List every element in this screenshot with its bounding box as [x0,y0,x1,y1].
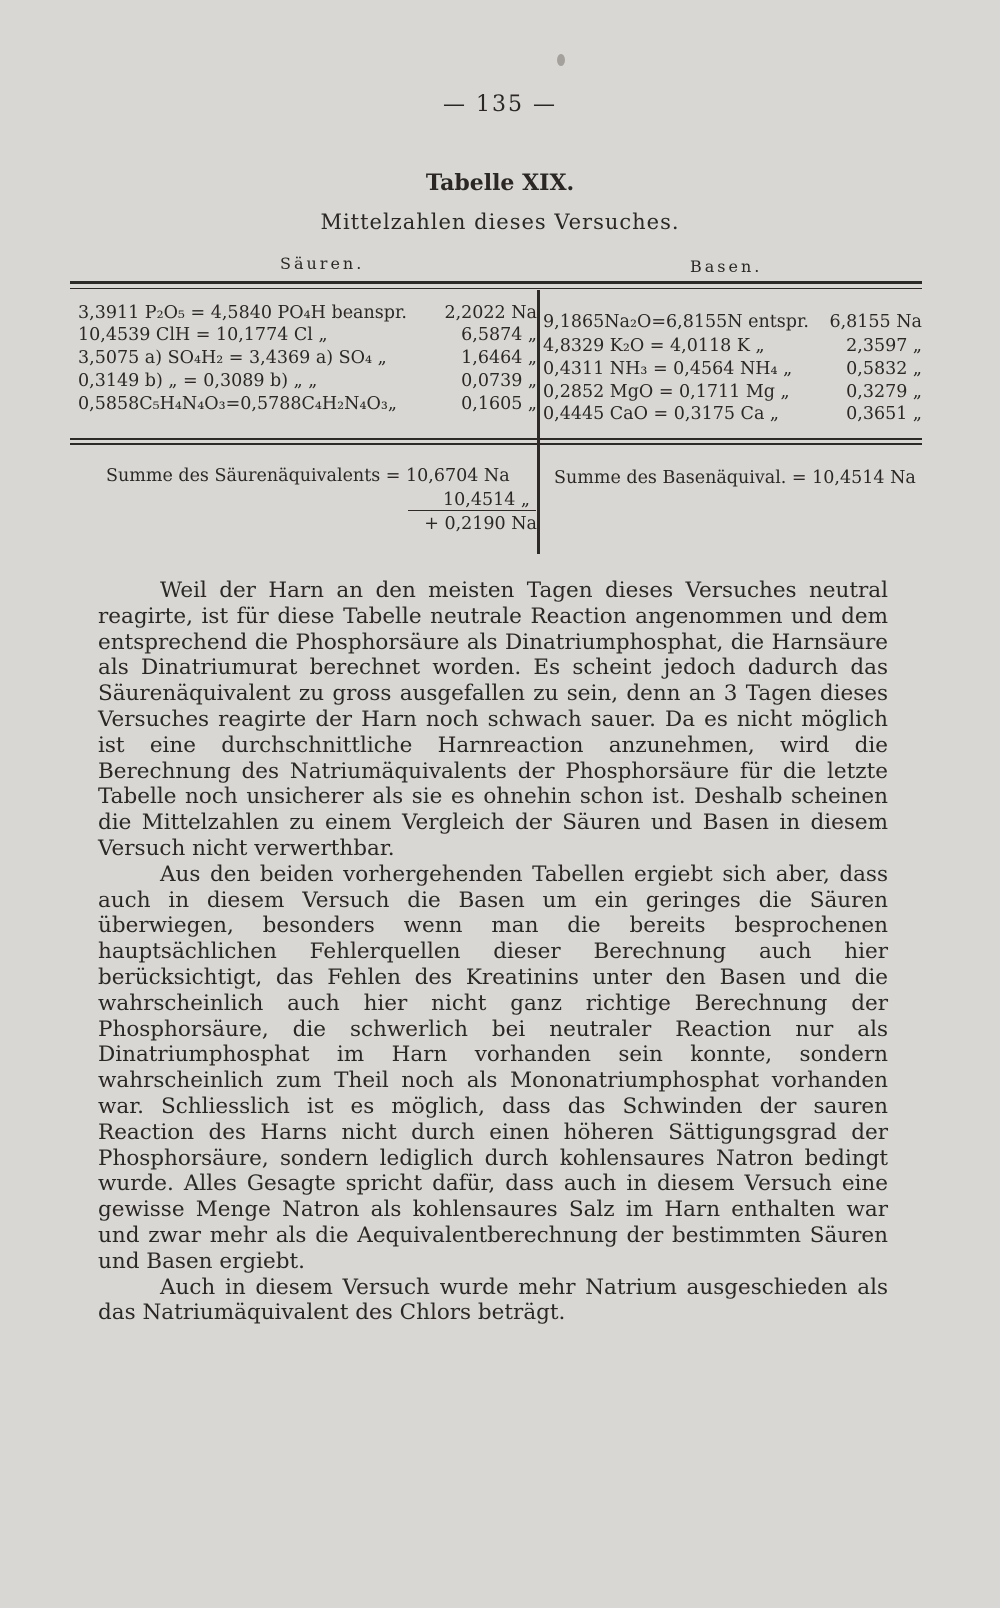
base-row-5: 0,4445 CaO = 0,3175 Ca „ [543,404,780,424]
base-row-2: 4,8329 K₂O = 4,0118 K „ [543,336,765,356]
acid-value-3: 1,6464 „ [461,348,537,368]
paragraph-3: Auch in diesem Versuch wurde mehr Natrium ausgeschieden als das Natriumäquivalent des Chlors beträgt. [98,1274,888,1326]
table-title: Tabelle XIX. [425,170,575,196]
acid-value-2: 6,5874 „ [461,325,537,345]
acid-sum-sub: 10,4514 „ [443,490,530,510]
acid-row-1: 3,3911 P₂O₅ = 4,5840 PO₄H beanspr. [78,303,407,323]
table-top-rule [70,281,922,284]
base-value-4: 0,3279 „ [846,382,922,402]
base-value-3: 0,5832 „ [846,359,922,379]
acid-value-5: 0,1605 „ [461,394,537,414]
table-bottom-rule [70,438,922,440]
base-value-2: 2,3597 „ [846,336,922,356]
page-number: — 135 — [443,92,557,117]
column-divider [537,290,540,554]
acid-row-3: 3,5075 a) SO₄H₂ = 3,4369 a) SO₄ „ [78,348,387,368]
base-row-3: 0,4311 NH₃ = 0,4564 NH₄ „ [543,359,793,379]
table-subtitle: Mittelzahlen dieses Versuches. [320,210,680,234]
acids-header: Säuren. [280,254,365,273]
table-top-rule-thin [70,288,922,289]
base-sum: Summe des Basenäquival. = 10,4514 Na [554,468,916,488]
base-value-1: 6,8155 Na [829,312,922,332]
acid-sum: Summe des Säurenäquivalents = 10,6704 Na [106,466,510,486]
base-row-1: 9,1865Na₂O=6,8155N entspr. [543,312,809,332]
bases-header: Basen. [690,257,763,276]
acid-row-2: 10,4539 ClH = 10,1774 Cl „ [78,325,328,345]
paragraph-1: Weil der Harn an den meisten Tagen dieses Versuches neutral reagirte, ist für diese Tabelle neutrale Reaction angenommen und dem entsprechend die Phosphorsäure als Dinatriumphosphat, die Harnsäure als Dinatriumurat berechnet worden. Es scheint jedoch dadurch das Säurenäquivalent zu gross ausgefallen zu sein, denn an 3 Tagen dieses Versuches reagirte der Harn noch schwach sauer. Da es nicht möglich ist eine durchschnittliche Harnreaction anzunehmen, wird die Berechnung des Natriumäquivalents der Phosphorsäure für die letzte Tabelle noch unsicherer als sie es ohnehin schon ist. Deshalb scheinen die Mittelzahlen zu einem Vergleich der Säuren und Basen in diesem Versuch nicht verwerthbar. [98,578,888,861]
body-text [98,578,888,1326]
base-value-5: 0,3651 „ [846,404,922,424]
acid-value-1: 2,2022 Na [444,303,537,323]
acid-sum-difference: + 0,2190 Na [424,514,537,534]
acid-row-5: 0,5858C₅H₄N₄O₃=0,5788C₄H₂N₄O₃„ [78,394,397,414]
paragraph-2: Aus den beiden vorhergehenden Tabellen ergiebt sich aber, dass auch in diesem Versuch die Basen um ein geringes die Säuren überwiegen, besonders wenn man die bereits besprochenen hauptsächlichen Fehlerquellen dieser Berechnung auch hier berücksichtigt, das Fehlen des Kreatinins unter den Basen und die wahrscheinlich auch hier nicht ganz richtige Berechnung der Phosphorsäure, die schwerlich bei neutraler Reaction nur als Dinatriumphosphat im Harn vorhanden sein konnte, sondern wahrscheinlich zum Theil noch als Mononatriumphosphat vorhanden war. Schliesslich ist es möglich, dass das Schwinden der sauren Reaction des Harns nicht durch einen höheren Sättigungsgrad der Phosphorsäure, sondern lediglich durch kohlensaures Natron bedingt wurde. Alles Gesagte spricht dafür, dass auch in diesem Versuch eine gewisse Menge Natron als kohlensaures Salz im Harn enthalten war und zwar mehr als die Aequivalentberechnung der bestimmten Säuren und Basen ergiebt. [98,861,888,1274]
acid-row-4: 0,3149 b) „ = 0,3089 b) „ „ [78,371,318,391]
difference-rule [408,510,536,511]
ink-speck [557,54,565,66]
acid-value-4: 0,0739 „ [461,371,537,391]
base-row-4: 0,2852 MgO = 0,1711 Mg „ [543,382,790,402]
table-bottom-rule-2 [70,443,922,445]
